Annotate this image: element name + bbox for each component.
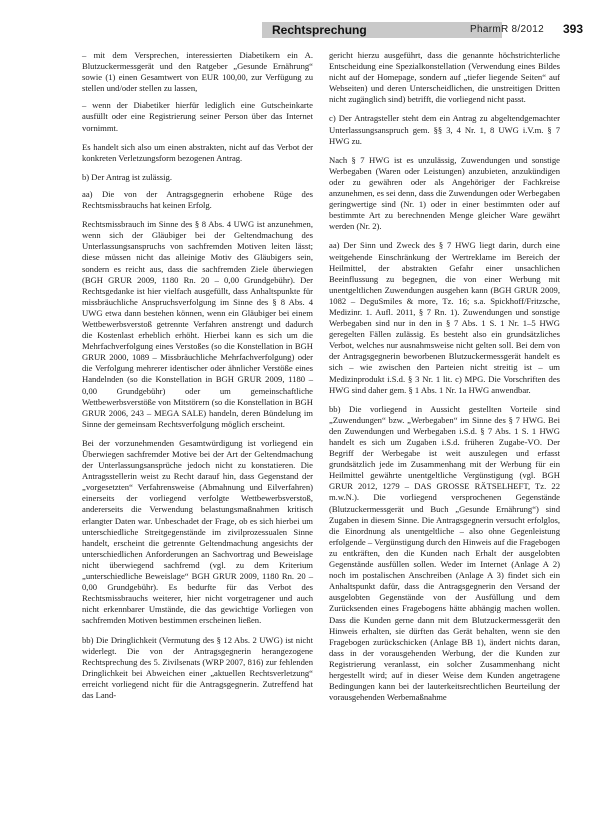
left-column — [82, 50, 313, 709]
paragraph: bb) Die vorliegend in Aussicht gestellten Vorteile sind „Zuwendungen“ bzw. „Werbegaben“ im Sinne des § 7 HWG. Bei den Zuwendungen und Werbegaben i.S.d. § 7 Abs. 1 S. 1 HWG handelt es sich um Zugaben i.S.d. früheren Zugabe-VO. Der Begriff der Werbegabe ist weit auszulegen und erfasst grundsätzlich jede im Zusammenhang mit der Werbung für ein Heilmittel gewährte unentgeltliche Vergünstigung (vgl. BGH GRUR 2012, 1279 – DAS GROSSE RÄTSELHEFT, Tz. 22 m.w.N.). Die vorliegend versprochenen Gegenstände (Blutzuckermessgerät und Buch „Gesunde Ernährung“) sind Zugaben in diesem Sinne. Die Antragsgegnerin versucht erfolglos, die Einordnung als unentgeltliche – also ohne Gegenleistung erfolgende – Vergünstigung durch den Hinweis auf die Fragebogen zu entkräften, den die Kunden nach Erhalt der ausgelobten Gegenstände ausfüllen sollen. Weder im Internet (Anlage A 2) noch im postalischen Anschreiben (Anlage A 3) findet sich ein Anhaltspunkt dafür, dass die Antragsgegnerin den Versand der ausgelobten Gegenstände von der Ausfüllung und dem Zurücksenden eines Fragebogens hätte abhängig machen wollen. Dass die Kunden gerne dann mit dem Blutzuckermessgerät den Hinweis erhalten, sie dürften das Gerät behalten, wenn sie den Fragebogen zurückschicken (Anlage BB 1), ändert nichts daran, dass in der vorausgehenden Werbung, der die Kunden zur Registrierung veranlasst, ein solcher Zusammenhang nicht hergestellt wird; auf in dieser Weise dem Kunden angetragene Bedingungen kann bei der lauterkeitsrechtlichen Beurteilung der vorausgehenden Werbemaßnahme — [329, 403, 560, 703]
page-number: 393 — [563, 22, 584, 36]
paragraph: – mit dem Versprechen, interessierten Diabetikern ein A. Blutzuckermessgerät und den Ratgeber „Gesunde Ernährung“ sowie (1) einen Gesamtwert von EUR 100,00, zur Verfügung zu stellen und/oder stellen zu lassen, — [82, 50, 313, 94]
right-column — [329, 50, 560, 711]
paragraph: Es handelt sich also um einen abstrakten, nicht auf das Verbot der konkreten Verletzungsform bezogenen Antrag. — [82, 141, 313, 163]
paragraph: – wenn der Diabetiker hierfür lediglich eine Gutscheinkarte ausfüllt oder eine Registrierung seiner Person über das Internet vornimmt. — [82, 100, 313, 133]
paragraph: bb) Die Dringlichkeit (Vermutung des § 12 Abs. 2 UWG) ist nicht widerlegt. Die von der Antragsgegnerin herangezogene Rechtsprechung des 5. Zivilsenats (WRP 2007, 816) zur fehlenden Dringlichkeit bei Abweichen einer „aktuellen Rechtsverletzung“ erreicht vorliegend nicht für die Antragsgegnerin. Zutreffend hat das Land- — [82, 634, 313, 700]
paragraph: Bei der vorzunehmenden Gesamtwürdigung ist vorliegend ein Überwiegen sachfremder Motive bei der Art der Geltendmachung der Unterlassungsansprüche jedoch nicht zu konstatieren. Die Antragsstellerin weist zu Recht darauf hin, dass Gegenstand der „vorgesetzten“ Verfahrensweise (Abmahnung und Eilverfahren) einerseits der vorliegend verfolgte Wettbewerbsverstoß, andererseits die Verwendung belastungsmaßnahmen kritisch erlangter Daten war. Unbeschadet der Frage, ob es sich hierbei um unterschiedliche Streitgegenstände im zivilprozessualen Sinne handelt, erscheint die getrennte Geltendmachung angesichts der unterschiedlichen Anforderungen an Sachvortrag und Beweislage nicht überwiegend sachfremd (vgl. zu dem Kriterium „unterschiedliche Beweislage“ BGH GRUR 2009, 1180 Rn. 20 – 0,00 Grundgebühr). Es bedurfte für das Verbot des Rechtsmissbrauchs weiterer, hier nicht vorgetragener und auch nicht erkennbarer Umstände, die das gewichtige Vorliegen von sachfremden Motiven bestimmen erscheinen ließen. — [82, 437, 313, 626]
section-title: Rechtsprechung — [272, 23, 367, 37]
paragraph: c) Der Antragsteller steht dem ein Antrag zu abgeltendgemachter Unterlassungsanspruch gem. §§ 3, 4 Nr. 1, 8 UWG i.V.m. § 7 HWG zu. — [329, 113, 560, 146]
paragraph: b) Der Antrag ist zulässig. — [82, 171, 172, 182]
paragraph: aa) Die von der Antragsgegnerin erhobene Rüge des Rechtsmissbrauchs hat keinen Erfolg. — [82, 188, 313, 211]
paragraph: aa) Der Sinn und Zweck des § 7 HWG liegt darin, durch eine weitgehende Einschränkung der Wertreklame im Bereich der Heilmittel, der abstrakten Gefahr einer unsachlichen Beeinflussung zu begegnen, die von einer Werbung mit unentgeltlichen Zuwendungen ausgehen kann (BGH GRUR 2009, 1082 – DeguSmiles & more, Tz. 16; s.a. Spickhoff/Fritzsche, Medizinr. 1. Aufl. 2011, § 7 Rn. 1). Zuwendungen und sonstige Werbegaben sind nur in den in § 7 Abs. 1 S. 1 Nr. 1–5 HWG geregelten Fällen zulässig. Es besteht also ein grundsätzliches Verbot, welches nur ausnahmsweise nicht gelten soll. Bei dem von der Antragsgegnerin beworbenen Blutzuckermessgerät handelt es sich – wie zwischen den Parteien nicht streitig ist – um Medizinprodukt i.S.d. § 3 Nr. 1 lit. c) MPG. Die Vorschriften des HWG sind daher gem. § 1 Abs. 1 Nr. 1a HWG anwendbar. — [329, 240, 560, 395]
journal-citation: PharmR 8/2012 — [470, 24, 544, 35]
paragraph: Nach § 7 HWG ist es unzulässig, Zuwendungen und sonstige Werbegaben (Waren oder Leistungen) anzubieten, anzukündigen oder zu gewähren oder als Angehöriger der Fachkreise anzunehmen, es sei denn, dass die Zuwendungen oder Werbegaben geringwertige sind (Nr. 1) oder in einer bestimmten oder auf bestimmte Art zu berechnenden Menge gleicher Ware gewährt werden (Nr. 2). — [329, 154, 560, 232]
page-header — [0, 0, 601, 48]
paragraph: gericht hierzu ausgeführt, dass die genannte höchstrichterliche Entscheidung eine Spezialkonstellation (Verwendung eines Bildes nicht auf der Homepage, sondern auf „tiefer liegende Seiten“ auf Webseiten) und deren Unterscheidlichen, die unstreitigen Dritten nicht zugänglich sind) betrifft, die vorliegend nicht passt. — [329, 50, 560, 105]
paragraph: Rechtsmissbrauch im Sinne des § 8 Abs. 4 UWG ist anzunehmen, wenn sich der Gläubiger bei der Geltendmachung des Unterlassungsanspruchs von sachfremden Motiven leiten lässt; diese müssen nicht das alleinige Motiv des Gläubigers sein, sondern es reicht aus, dass die sachfremden Ziele überwiegen (BGH GRUR 2009, 1180 Rn. 20 – 0,00 Grundgebühr). Der Rechtsgedanke ist hier vielfach ausgefüllt, dass Anhaltspunkte für missbräuchliche Anspruchsverfolgung im Sinne des § 8 Abs. 4 UWG etwa dann bestehen können, wenn ein Gläubiger bei einem Wettbewerbsverstoß getrennte Verfahren anstrengt und dadurch die Kostenlast erheblich erhöht. Hierbei kann es sich um die Mehrfachverfolgung eines Verstoßes (so die Konstellation in BGH GRUR 2000, 1089 – Missbräuchliche Mehrfachverfolgung) oder die Verfolgung mehrerer identischer oder ähnlicher Verstöße eines Handelnden (so die Konstellation in BGH GRUR 2009, 1180 – 0,00 Grundgebühr) oder um gemeinschaftliche Wettbewerbsverstöße von Mitstörern (so die Konstellation in BGH GRUR 2006, 243 – MEGA SALE) handeln, deren Bündelung im Sinne der gemeinsam Rechtsverfolgung möglich erscheint. — [82, 219, 313, 429]
